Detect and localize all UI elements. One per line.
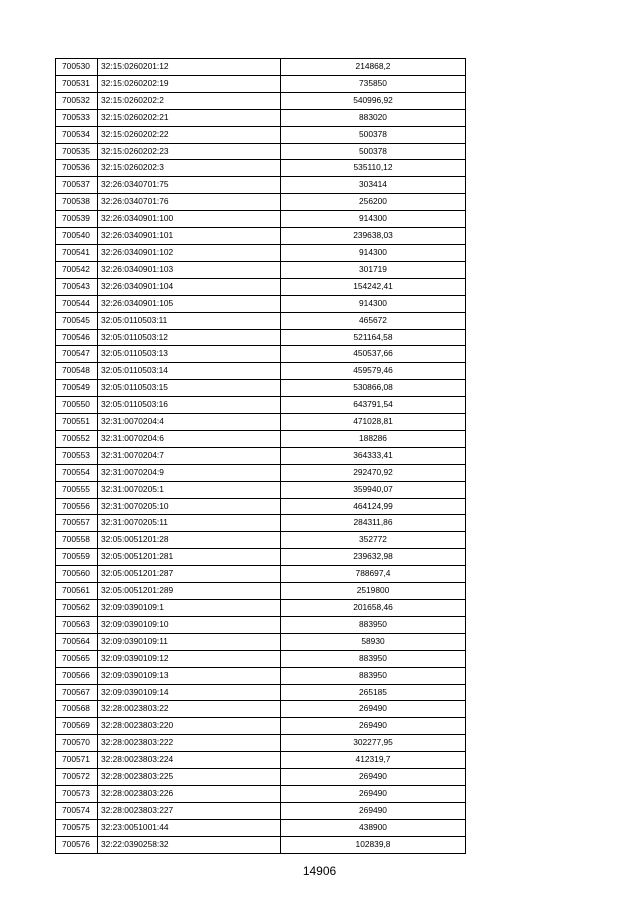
row-id-cell: 700574 — [56, 802, 98, 819]
cadastral-number-cell: 32:31:0070204:4 — [98, 414, 281, 431]
value-cell: 214868,2 — [281, 59, 466, 76]
table-row — [56, 312, 466, 329]
cadastral-number-cell: 32:26:0340901:104 — [98, 278, 281, 295]
row-id-cell: 700550 — [56, 397, 98, 414]
row-id-cell: 700573 — [56, 785, 98, 802]
table-row — [56, 701, 466, 718]
table-row — [56, 802, 466, 819]
value-cell: 500378 — [281, 126, 466, 143]
row-id-cell: 700558 — [56, 532, 98, 549]
row-id-cell: 700547 — [56, 346, 98, 363]
table-row — [56, 650, 466, 667]
value-cell: 450537,66 — [281, 346, 466, 363]
table-row — [56, 566, 466, 583]
row-id-cell: 700571 — [56, 752, 98, 769]
value-cell: 535110,12 — [281, 160, 466, 177]
table-row — [56, 278, 466, 295]
cadastral-number-cell: 32:15:0260202:22 — [98, 126, 281, 143]
cadastral-number-cell: 32:23:0051001:44 — [98, 819, 281, 836]
cadastral-number-cell: 32:26:0340701:75 — [98, 177, 281, 194]
table-row — [56, 616, 466, 633]
cadastral-number-cell: 32:31:0070205:11 — [98, 515, 281, 532]
row-id-cell: 700542 — [56, 261, 98, 278]
cadastral-number-cell: 32:05:0110503:15 — [98, 380, 281, 397]
value-cell: 239632,98 — [281, 549, 466, 566]
table-row — [56, 836, 466, 853]
value-cell: 239638,03 — [281, 228, 466, 245]
value-cell: 500378 — [281, 143, 466, 160]
value-cell: 188286 — [281, 430, 466, 447]
cadastral-number-cell: 32:22:0390258:32 — [98, 836, 281, 853]
table-row — [56, 160, 466, 177]
row-id-cell: 700569 — [56, 718, 98, 735]
table-row — [56, 329, 466, 346]
table-row — [56, 244, 466, 261]
row-id-cell: 700549 — [56, 380, 98, 397]
table-row — [56, 75, 466, 92]
value-cell: 364333,41 — [281, 447, 466, 464]
row-id-cell: 700533 — [56, 109, 98, 126]
row-id-cell: 700530 — [56, 59, 98, 76]
table-row — [56, 819, 466, 836]
table-body — [56, 59, 466, 854]
value-cell: 914300 — [281, 295, 466, 312]
cadastral-number-cell: 32:09:0390109:13 — [98, 667, 281, 684]
cadastral-number-cell: 32:15:0260202:2 — [98, 92, 281, 109]
row-id-cell: 700536 — [56, 160, 98, 177]
table-row — [56, 549, 466, 566]
value-cell: 269490 — [281, 718, 466, 735]
cadastral-number-cell: 32:05:0051201:289 — [98, 583, 281, 600]
row-id-cell: 700576 — [56, 836, 98, 853]
row-id-cell: 700551 — [56, 414, 98, 431]
table-row — [56, 735, 466, 752]
row-id-cell: 700531 — [56, 75, 98, 92]
table-row — [56, 414, 466, 431]
table-row — [56, 363, 466, 380]
table-row — [56, 430, 466, 447]
value-cell: 269490 — [281, 701, 466, 718]
table-row — [56, 59, 466, 76]
row-id-cell: 700548 — [56, 363, 98, 380]
row-id-cell: 700540 — [56, 228, 98, 245]
cadastral-number-cell: 32:31:0070204:7 — [98, 447, 281, 464]
row-id-cell: 700537 — [56, 177, 98, 194]
value-cell: 58930 — [281, 633, 466, 650]
value-cell: 883950 — [281, 616, 466, 633]
row-id-cell: 700561 — [56, 583, 98, 600]
table-row — [56, 667, 466, 684]
row-id-cell: 700575 — [56, 819, 98, 836]
value-cell: 883950 — [281, 650, 466, 667]
table-row — [56, 769, 466, 786]
row-id-cell: 700568 — [56, 701, 98, 718]
value-cell: 914300 — [281, 244, 466, 261]
cadastral-number-cell: 32:26:0340901:103 — [98, 261, 281, 278]
value-cell: 201658,46 — [281, 600, 466, 617]
row-id-cell: 700565 — [56, 650, 98, 667]
table-row — [56, 261, 466, 278]
cadastral-number-cell: 32:28:0023803:222 — [98, 735, 281, 752]
table-row — [56, 126, 466, 143]
value-cell: 464124,99 — [281, 498, 466, 515]
table-row — [56, 600, 466, 617]
table-row — [56, 295, 466, 312]
cadastral-number-cell: 32:05:0110503:11 — [98, 312, 281, 329]
cadastral-number-cell: 32:05:0051201:281 — [98, 549, 281, 566]
value-cell: 352772 — [281, 532, 466, 549]
value-cell: 459579,46 — [281, 363, 466, 380]
row-id-cell: 700546 — [56, 329, 98, 346]
table-row — [56, 481, 466, 498]
value-cell: 465672 — [281, 312, 466, 329]
value-cell: 883950 — [281, 667, 466, 684]
cadastral-number-cell: 32:31:0070205:10 — [98, 498, 281, 515]
cadastral-number-cell: 32:15:0260201:12 — [98, 59, 281, 76]
cadastral-number-cell: 32:26:0340901:100 — [98, 211, 281, 228]
value-cell: 269490 — [281, 785, 466, 802]
table-row — [56, 464, 466, 481]
table-row — [56, 346, 466, 363]
cadastral-number-cell: 32:09:0390109:10 — [98, 616, 281, 633]
table-row — [56, 583, 466, 600]
row-id-cell: 700559 — [56, 549, 98, 566]
page-number: 14906 — [302, 864, 337, 878]
cadastral-number-cell: 32:05:0051201:28 — [98, 532, 281, 549]
cadastral-number-cell: 32:09:0390109:14 — [98, 684, 281, 701]
cadastral-number-cell: 32:05:0051201:287 — [98, 566, 281, 583]
row-id-cell: 700564 — [56, 633, 98, 650]
value-cell: 269490 — [281, 769, 466, 786]
row-id-cell: 700572 — [56, 769, 98, 786]
cadastral-number-cell: 32:26:0340701:76 — [98, 194, 281, 211]
table-row — [56, 109, 466, 126]
row-id-cell: 700552 — [56, 430, 98, 447]
row-id-cell: 700560 — [56, 566, 98, 583]
table-row — [56, 228, 466, 245]
value-cell: 883020 — [281, 109, 466, 126]
row-id-cell: 700535 — [56, 143, 98, 160]
value-cell: 256200 — [281, 194, 466, 211]
value-cell: 359940,07 — [281, 481, 466, 498]
cadastral-number-cell: 32:31:0070204:9 — [98, 464, 281, 481]
cadastral-number-cell: 32:09:0390109:12 — [98, 650, 281, 667]
row-id-cell: 700545 — [56, 312, 98, 329]
row-id-cell: 700543 — [56, 278, 98, 295]
value-cell: 412319,7 — [281, 752, 466, 769]
table-row — [56, 633, 466, 650]
table-row — [56, 515, 466, 532]
cadastral-number-cell: 32:15:0260202:3 — [98, 160, 281, 177]
value-cell: 284311,86 — [281, 515, 466, 532]
value-cell: 301719 — [281, 261, 466, 278]
value-cell: 303414 — [281, 177, 466, 194]
row-id-cell: 700556 — [56, 498, 98, 515]
cadastral-number-cell: 32:31:0070205:1 — [98, 481, 281, 498]
table-row — [56, 177, 466, 194]
table-row — [56, 397, 466, 414]
value-cell: 102839,8 — [281, 836, 466, 853]
table-row — [56, 92, 466, 109]
cadastral-number-cell: 32:28:0023803:225 — [98, 769, 281, 786]
value-cell: 521164,58 — [281, 329, 466, 346]
cadastral-number-cell: 32:28:0023803:227 — [98, 802, 281, 819]
value-cell: 438900 — [281, 819, 466, 836]
value-cell: 788697,4 — [281, 566, 466, 583]
row-id-cell: 700562 — [56, 600, 98, 617]
row-id-cell: 700557 — [56, 515, 98, 532]
cadastral-number-cell: 32:15:0260202:21 — [98, 109, 281, 126]
value-cell: 302277,95 — [281, 735, 466, 752]
cadastral-number-cell: 32:28:0023803:224 — [98, 752, 281, 769]
cadastral-number-cell: 32:31:0070204:6 — [98, 430, 281, 447]
cadastral-number-cell: 32:15:0260202:19 — [98, 75, 281, 92]
value-cell: 735850 — [281, 75, 466, 92]
cadastral-number-cell: 32:28:0023803:22 — [98, 701, 281, 718]
cadastral-number-cell: 32:09:0390109:1 — [98, 600, 281, 617]
row-id-cell: 700539 — [56, 211, 98, 228]
value-cell: 2519800 — [281, 583, 466, 600]
row-id-cell: 700541 — [56, 244, 98, 261]
table-row — [56, 684, 466, 701]
table-row — [56, 380, 466, 397]
cadastral-number-cell: 32:09:0390109:11 — [98, 633, 281, 650]
value-cell: 643791,54 — [281, 397, 466, 414]
cadastral-number-cell: 32:26:0340901:105 — [98, 295, 281, 312]
cadastral-number-cell: 32:28:0023803:220 — [98, 718, 281, 735]
cadastral-number-cell: 32:15:0260202:23 — [98, 143, 281, 160]
row-id-cell: 700563 — [56, 616, 98, 633]
value-cell: 292470,92 — [281, 464, 466, 481]
cadastral-number-cell: 32:26:0340901:102 — [98, 244, 281, 261]
row-id-cell: 700566 — [56, 667, 98, 684]
cadastral-number-cell: 32:26:0340901:101 — [98, 228, 281, 245]
row-id-cell: 700553 — [56, 447, 98, 464]
row-id-cell: 700532 — [56, 92, 98, 109]
table-row — [56, 785, 466, 802]
value-cell: 269490 — [281, 802, 466, 819]
cadastral-number-cell: 32:05:0110503:14 — [98, 363, 281, 380]
table-row — [56, 194, 466, 211]
row-id-cell: 700570 — [56, 735, 98, 752]
value-cell: 471028,81 — [281, 414, 466, 431]
value-cell: 530866,08 — [281, 380, 466, 397]
row-id-cell: 700554 — [56, 464, 98, 481]
cadastral-number-cell: 32:05:0110503:16 — [98, 397, 281, 414]
table-row — [56, 718, 466, 735]
row-id-cell: 700538 — [56, 194, 98, 211]
cadastral-number-cell: 32:05:0110503:12 — [98, 329, 281, 346]
table-row — [56, 752, 466, 769]
table-row — [56, 447, 466, 464]
row-id-cell: 700544 — [56, 295, 98, 312]
row-id-cell: 700555 — [56, 481, 98, 498]
cadastral-number-cell: 32:05:0110503:13 — [98, 346, 281, 363]
value-cell: 540996,92 — [281, 92, 466, 109]
cadastral-value-table — [55, 58, 466, 854]
row-id-cell: 700534 — [56, 126, 98, 143]
value-cell: 265185 — [281, 684, 466, 701]
table-row — [56, 143, 466, 160]
row-id-cell: 700567 — [56, 684, 98, 701]
table-row — [56, 498, 466, 515]
cadastral-number-cell: 32:28:0023803:226 — [98, 785, 281, 802]
value-cell: 154242,41 — [281, 278, 466, 295]
value-cell: 914300 — [281, 211, 466, 228]
table-row — [56, 211, 466, 228]
table-row — [56, 532, 466, 549]
